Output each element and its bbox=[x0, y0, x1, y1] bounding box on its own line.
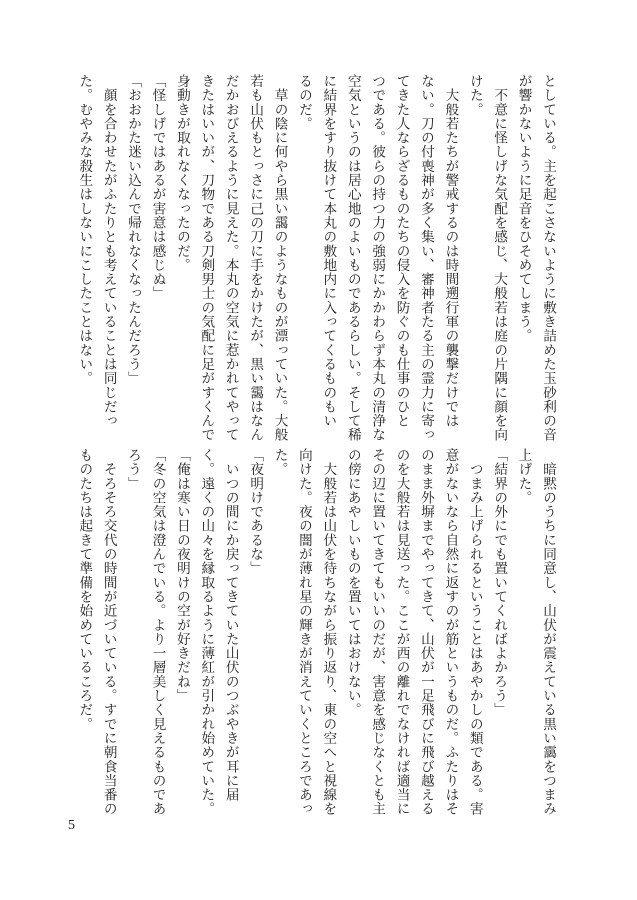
text-line: 「結界の外にでも置いてくればよかろう」 bbox=[491, 448, 508, 717]
text-line: 「冬の空気は澄んでいる。より一層美しく見えるものであ bbox=[149, 448, 166, 816]
text-line: た。むやみな殺生はしないにこしたことはない。 bbox=[76, 74, 93, 386]
text-line: そろそろ交代の時間が近づいている。すでに朝食当番の bbox=[100, 448, 117, 816]
text-line: つである。彼らの持つ力の強弱にかかわらず本丸の清浄な bbox=[369, 74, 386, 442]
text-line: 意がないなら自然に返すのが筋というものだ。ふたりはそ bbox=[442, 448, 459, 816]
text-line: きたはいいが、刀物である刀剣男士の気配に足がすくんで bbox=[198, 74, 215, 442]
text-line: く。遠くの山々を縁取るように薄紅が引かれ始めていた。 bbox=[198, 448, 215, 816]
text-line: のを大般若は見送った。ここが西の離れでなければ適当に bbox=[393, 448, 410, 816]
text-line: 上げた。 bbox=[515, 448, 532, 505]
text-line: その辺に置いてきてもいいのだが、害意を感じなくとも主 bbox=[369, 448, 386, 816]
text-line: 大般若たちが警戒するのは時間遡行軍の襲撃だけでは bbox=[442, 74, 459, 428]
text-line: けた。 bbox=[466, 74, 483, 117]
text-line: が響かないように足音をひそめてしまう。 bbox=[515, 74, 532, 343]
text-line: 暗黙のうちに同意し、山伏が震えている黒い靄をつまみ bbox=[540, 448, 556, 816]
text-line: 「おおかた迷い込んで帰れなくなったんだろう」 bbox=[125, 74, 142, 386]
text-line: るのだ。 bbox=[295, 74, 312, 131]
text-line: 顔を合わせたがふたりとも考えていることは同じだっ bbox=[100, 74, 117, 428]
text-line: ない。刀の付喪神が多く集い、審神者たる主の霊力に寄っ bbox=[417, 74, 434, 442]
text-line: に結界をすり抜けて本丸の敷地内に入ってくるものもい bbox=[320, 74, 337, 428]
upper-text-block bbox=[72, 74, 560, 442]
text-line: としている。主を起こさないように敷き詰めた玉砂利の音 bbox=[540, 74, 556, 442]
text-line: 「俺は寒い日の夜明けの空が好きだね」 bbox=[173, 448, 190, 703]
text-line: だかおびえるように見えた。本丸の空気に惹かれてやって bbox=[222, 74, 239, 442]
text-line: つまみ上げられるということはあやかしの類である。害 bbox=[466, 448, 483, 816]
text-line: 不意に怪しげな気配を感じ、大般若は庭の片隅に顔を向 bbox=[491, 74, 508, 442]
text-line: 向けた。夜の闇が薄れ星の輝きが消えていくところであっ bbox=[295, 448, 312, 816]
page-number: 5 bbox=[68, 818, 75, 833]
text-line: 「夜明けであるな」 bbox=[247, 448, 264, 576]
text-line: いつの間にか戻ってきていた山伏のつぶやきが耳に届 bbox=[222, 448, 239, 802]
text-line: の傍にあやしいものを置いてはおけない。 bbox=[344, 448, 361, 717]
text-line: ものたちは起きて準備を始めているころだ。 bbox=[76, 448, 93, 731]
text-line: てきた人ならざるものたちの侵入を防ぐのも仕事のひと bbox=[393, 74, 410, 428]
lower-text-block bbox=[72, 448, 560, 816]
text-line: 若も山伏もとっさに己の刀に手をかけたが、黒い靄はなん bbox=[247, 74, 264, 442]
text-line: ろう」 bbox=[125, 448, 142, 491]
text-line: 草の陰に何やら黒い靄のようなものが漂っていた。大般 bbox=[271, 74, 288, 442]
text-line: 「怪しげではあるが害意は感じぬ」 bbox=[149, 74, 166, 301]
text-line: た。 bbox=[271, 448, 288, 477]
text-line: のまま外塀までやってきて、山伏が一足飛びに飛び越える bbox=[417, 448, 434, 816]
text-line: 空気というのは居心地のよいものであるらしい。そして稀 bbox=[344, 74, 361, 442]
text-line: 身動きが取れなくなったのだ。 bbox=[173, 74, 190, 273]
text-line: 大般若は山伏を待ちながら振り返り、東の空へと視線を bbox=[320, 448, 337, 816]
